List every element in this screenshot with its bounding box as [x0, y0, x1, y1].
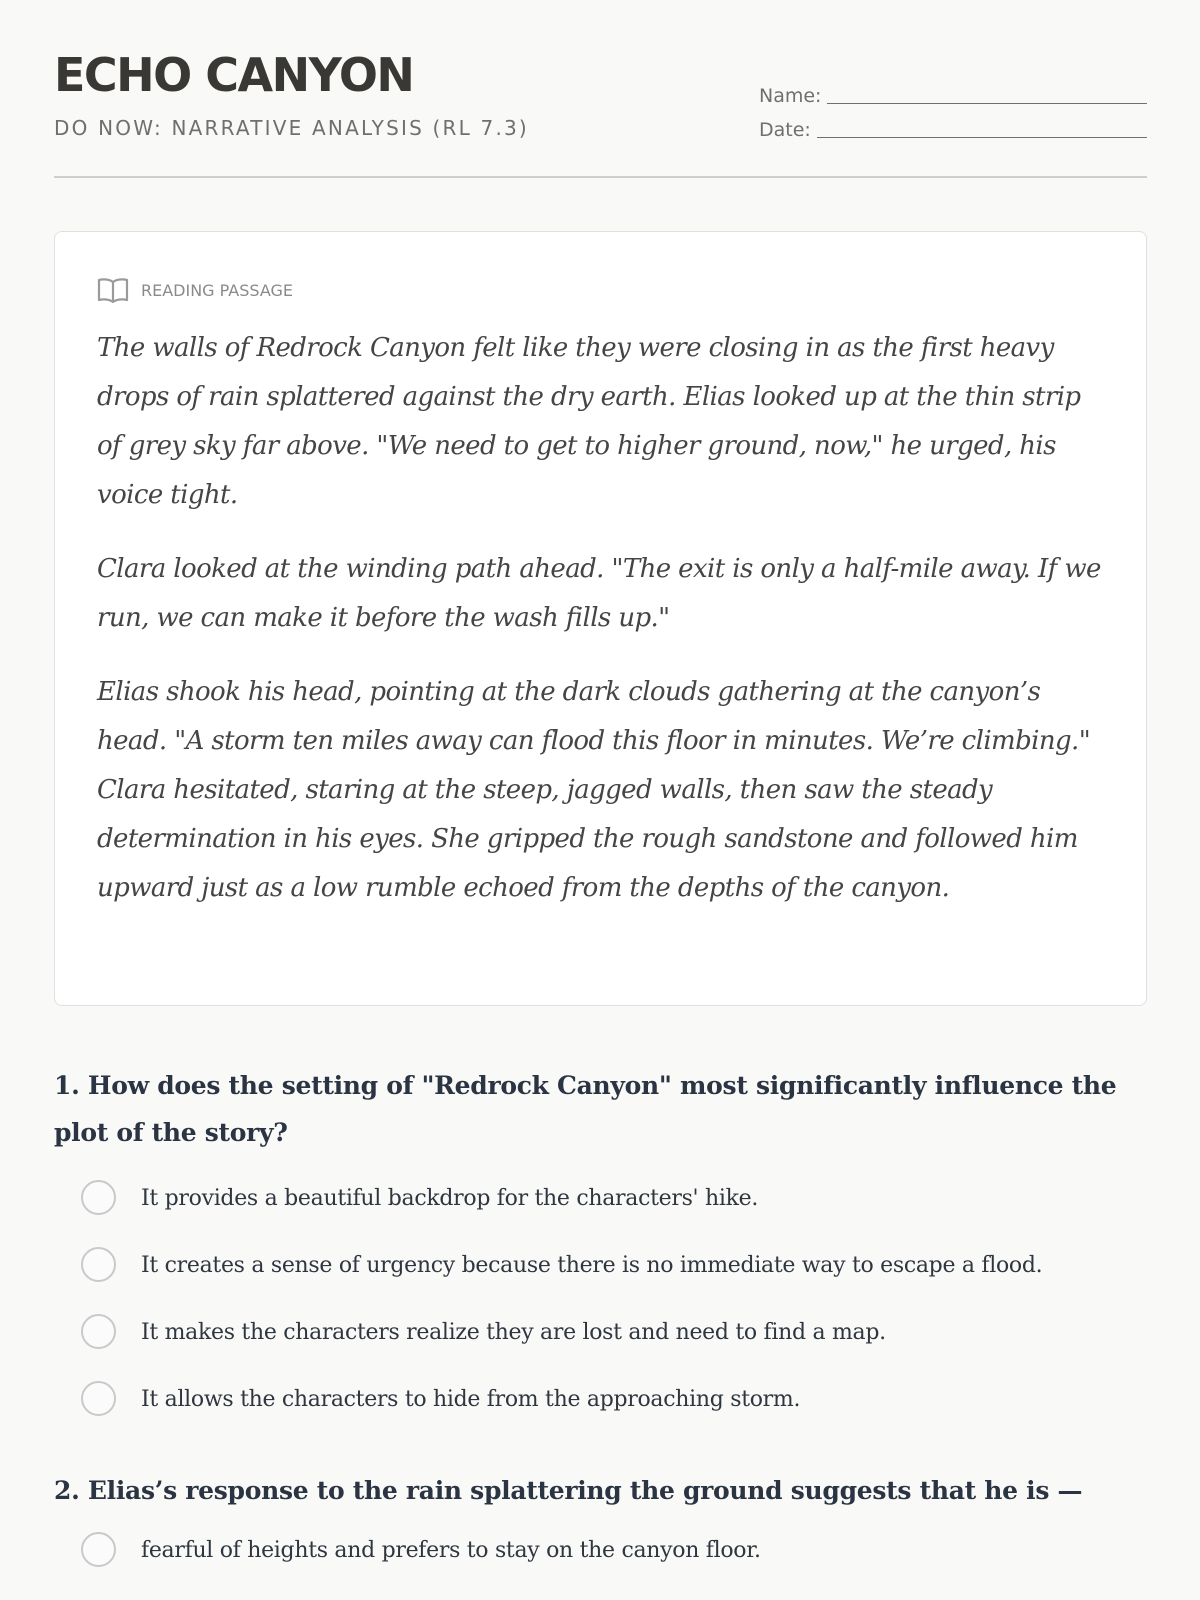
question-text: 2. Elias’s response to the rain splattering the ground suggests that he is —	[54, 1476, 1083, 1505]
worksheet-page	[54, 0, 1147, 1563]
name-field[interactable]	[759, 84, 1147, 106]
option-label: It creates a sense of urgency because there is no immediate way to escape a flood.	[141, 1253, 1043, 1278]
option-label: It allows the characters to hide from the approaching storm.	[141, 1387, 801, 1412]
option-label: fearful of heights and prefers to stay on the canyon floor.	[141, 1538, 761, 1563]
radio-button[interactable]	[81, 1247, 116, 1282]
answer-option[interactable]	[54, 1299, 1147, 1366]
name-label: Name:	[759, 85, 822, 107]
radio-button[interactable]	[81, 1532, 116, 1567]
passage-paragraph: Clara looked at the winding path ahead. "The exit is only a half-mile away. If we run, we can make it before the wash fills up."	[97, 554, 1101, 633]
answer-option[interactable]	[54, 1165, 1147, 1232]
option-label: It provides a beautiful backdrop for the characters' hike.	[141, 1186, 759, 1211]
answer-options	[54, 1165, 1147, 1433]
passage-label-text: READING PASSAGE	[141, 280, 294, 300]
answer-options	[54, 1517, 1147, 1584]
answer-option[interactable]	[54, 1366, 1147, 1433]
worksheet-header	[54, 0, 1147, 178]
radio-button[interactable]	[81, 1180, 116, 1215]
radio-button[interactable]	[81, 1314, 116, 1349]
page-title: ECHO CANYON	[54, 48, 414, 102]
passage-label	[97, 275, 293, 305]
date-field[interactable]	[759, 118, 1147, 140]
reading-passage-card	[54, 231, 1147, 1006]
name-line[interactable]	[827, 103, 1147, 104]
passage-paragraph: The walls of Redrock Canyon felt like they were closing in as the first heavy drops of rain splattered against the dry earth. Elias looked up at the thin strip of grey sky far above. "We need to get to higher ground, now," he urged, his voice tight.	[97, 333, 1081, 510]
page-subtitle: DO NOW: NARRATIVE ANALYSIS (RL 7.3)	[54, 116, 529, 140]
open-book-icon	[97, 276, 129, 304]
question-1	[54, 1062, 1147, 1433]
question-text: 1. How does the setting of "Redrock Canyon" most significantly influence the plot of the story?	[54, 1071, 1117, 1147]
radio-button[interactable]	[81, 1381, 116, 1416]
option-label: It makes the characters realize they are lost and need to find a map.	[141, 1320, 886, 1345]
date-label: Date:	[759, 119, 811, 141]
question-2	[54, 1476, 1147, 1584]
answer-option[interactable]	[54, 1232, 1147, 1299]
passage-paragraph: Elias shook his head, pointing at the dark clouds gathering at the canyon’s head. "A storm ten miles away can flood this floor in minutes. We’re climbing." Clara hesitated, staring at the steep, jagged walls, then saw the steady determination in his eyes. She gripped the rough sandstone and followed him upward just as a low rumble echoed from the depths of the canyon.	[97, 677, 1091, 903]
date-line[interactable]	[817, 137, 1147, 138]
answer-option[interactable]	[54, 1517, 1147, 1584]
passage-body	[97, 324, 1102, 938]
